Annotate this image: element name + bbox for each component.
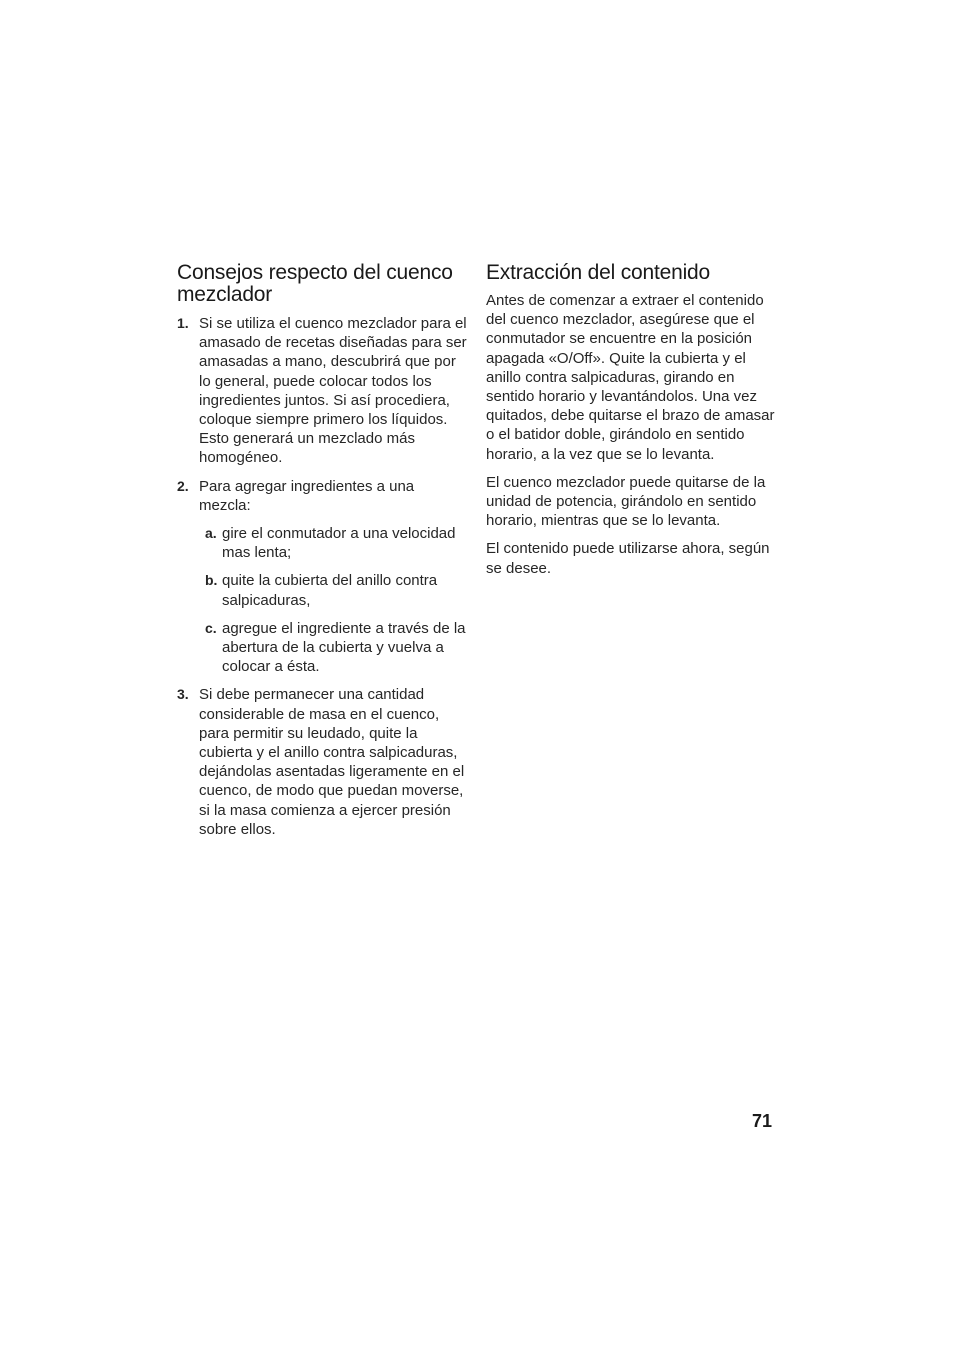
list-item-text: Si se utiliza el cuenco mezclador para el amasado de recetas diseñadas para ser amasadas a mano, descubrirá que por lo general, puede colocar todos los ingredientes juntos. Si así procediera, coloque siempre primero los líquidos. Esto generará un mezclado más homogéneo. <box>199 315 467 467</box>
left-column <box>177 262 469 848</box>
list-number: 3. <box>177 686 189 703</box>
right-column <box>486 262 778 587</box>
sub-list-letter: a. <box>205 525 217 542</box>
sub-list-letter: b. <box>205 572 218 589</box>
list-item-text: Si debe permanecer una cantidad considerable de masa en el cuenco, para permitir su leudado, quite la cubierta y el anillo contra salpicaduras, dejándolas asentadas ligeramente en el cuenco, de modo que puedan moverse, si la masa comienza a ejercer presión sobre ellos. <box>199 686 465 838</box>
section-heading-consejos: Consejos respecto del cuenco mezclador <box>177 261 453 306</box>
page-number: 71 <box>752 1111 773 1131</box>
list-number: 2. <box>177 477 189 494</box>
sub-list-letter: c. <box>205 619 217 636</box>
sub-list-item <box>205 619 469 677</box>
paragraph: Antes de comenzar a extraer el contenido del cuenco mezclador, asegúrese que el conmutador se encuentre en la posición apagada «O/Off». Quite la cubierta y el anillo contra salpicaduras, girando en sentido horario y levantándolos. Una vez quitados, debe quitarse el brazo de amasar o el batidor doble, girándolo en sentido horario, a la vez que se lo levanta. <box>486 292 775 463</box>
list-number: 1. <box>177 315 189 331</box>
list-item <box>177 314 469 468</box>
sub-list-item <box>205 524 469 562</box>
sub-list-item <box>205 571 469 609</box>
list-item <box>177 685 469 839</box>
paragraph: El cuenco mezclador puede quitarse de la unidad de potencia, girándolo en sentido horario, mientras que se lo levanta. <box>486 473 766 530</box>
sub-list <box>199 524 469 676</box>
section-heading-extraccion: Extracción del contenido <box>486 261 711 284</box>
extraction-text <box>486 291 778 578</box>
list-item <box>177 477 469 677</box>
sub-list-text: quite la cubierta del anillo contra salpicaduras, <box>222 572 438 609</box>
list-item-text: Para agregar ingredientes a una mezcla: <box>199 477 415 514</box>
sub-list-text: agregue el ingrediente a través de la abertura de la cubierta y vuelva a colocar a ésta. <box>222 619 466 676</box>
sub-list-text: gire el conmutador a una velocidad mas lenta; <box>222 525 456 562</box>
tips-list <box>177 314 469 839</box>
paragraph: El contenido puede utilizarse ahora, según se desee. <box>486 540 770 577</box>
